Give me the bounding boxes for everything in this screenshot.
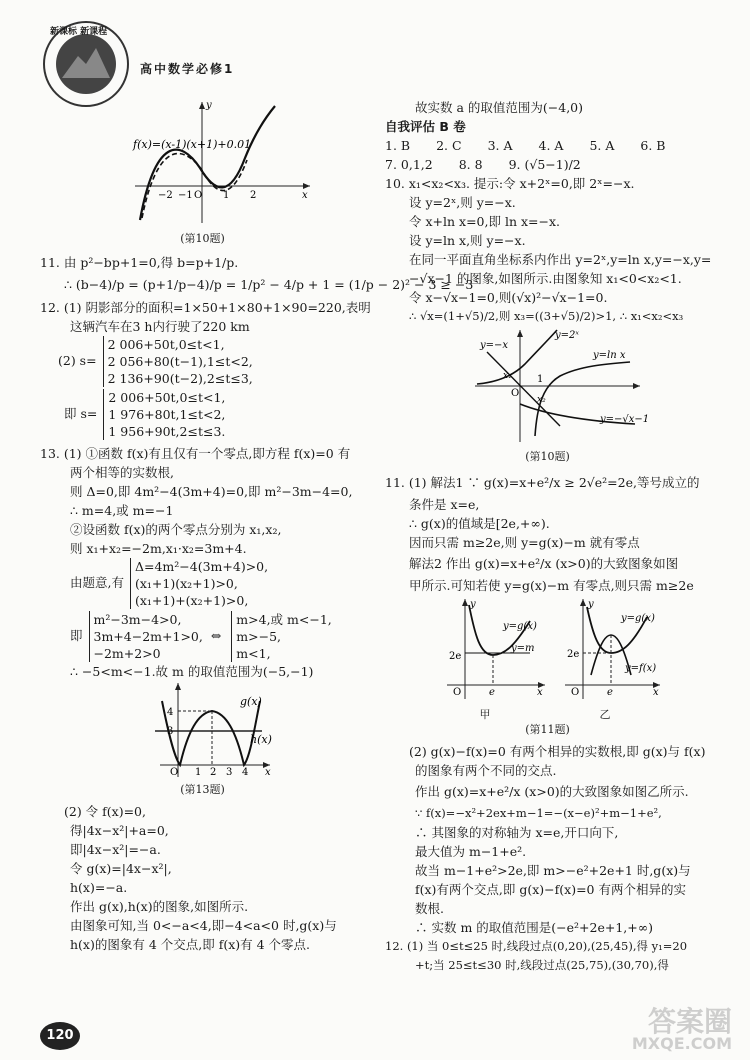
- answer-item: 6. B: [640, 138, 666, 153]
- fig10b-label: 1: [537, 374, 544, 385]
- svg-text:2: 2: [250, 190, 257, 201]
- q12-part2-brace-system: [103, 336, 253, 387]
- q13-brace-system-2: [89, 611, 203, 662]
- q12-part2-system: [40, 336, 365, 387]
- svg-text:O: O: [194, 190, 203, 201]
- q13-line: 两个相等的实数根,: [70, 465, 174, 480]
- answer-item: 7. 0,1,2: [385, 157, 433, 172]
- q11-part2-line: 最大值为 m−1+e².: [415, 844, 527, 859]
- fig10b-label: x₁: [503, 371, 512, 381]
- system-line: 2 136+90(t−2),2≤t≤3,: [107, 371, 253, 386]
- figure-11-graphs: [385, 595, 710, 703]
- svg-text:1: 1: [223, 190, 230, 201]
- q11-part2-line: (2) g(x)−f(x)=0 有两个相异的实数根,即 g(x)与 f(x): [409, 744, 706, 759]
- q13-line: 则 Δ=0,即 4m²−4(3m+4)=0,即 m²−3m−4=0,: [70, 484, 353, 499]
- q12-part2-prefix: (2) s=: [58, 353, 97, 368]
- fig11-label: e: [489, 687, 495, 698]
- svg-text:2: 2: [210, 767, 217, 778]
- system-line: 2 006+50t,0≤t<1,: [107, 337, 225, 352]
- fig11-label: y=m: [511, 643, 535, 654]
- figure-13-caption: (第13题): [180, 783, 225, 796]
- system-line: 3m+4−2m+1>0,: [93, 629, 203, 644]
- fig11-label: O: [571, 687, 580, 698]
- fig11-label: y=f(x): [625, 663, 657, 674]
- q13-line: ∴ m=4,或 m=−1: [70, 503, 174, 518]
- q10-line: 设 y=ln x,则 y=−x.: [409, 233, 526, 248]
- watermark-url: MXQE.COM: [631, 1034, 732, 1053]
- fig10b-label: O: [511, 388, 520, 399]
- system-line: 2 056+80(t−1),1≤t<2,: [107, 354, 253, 369]
- fig10b-label: x₂: [537, 395, 546, 405]
- q10-line: 设 y=2ˣ,则 y=−x.: [409, 195, 516, 210]
- figure-13-gx-label: g(x): [240, 695, 262, 708]
- q12-part1-line-b: 这辆汽车在3 h内行驶了220 km: [70, 319, 250, 334]
- q13-condition-system: [40, 558, 365, 609]
- answers-row-2: [385, 155, 710, 174]
- svg-text:−1: −1: [178, 190, 193, 201]
- q13-part2-line: (2) 令 f(x)=0,: [64, 804, 146, 819]
- answer-item: 1. B: [385, 138, 411, 153]
- logo-text: 新课标 新课程: [50, 27, 108, 37]
- q11-part2-line: 的图象有两个不同的交点.: [415, 763, 557, 778]
- answer-item: 3. A: [487, 138, 513, 153]
- svg-text:−2: −2: [158, 190, 173, 201]
- fig11-label: x: [653, 687, 659, 698]
- q10-line: 10. x₁<x₂<x₃. 提示:令 x+2ˣ=0,即 2ˣ=−x.: [385, 176, 635, 191]
- q12-part2b-system: [40, 389, 365, 440]
- svg-text:y: y: [206, 100, 212, 111]
- q12-right-line: 12. (1) 当 0≤t≤25 时,线段过点(0,20),(25,45),得 y₁=20: [385, 939, 688, 953]
- book-title: 高中数学必修1: [140, 62, 235, 76]
- q11-part2-line: 作出 g(x)=x+e²/x (x>0)的大致图象如图乙所示.: [415, 784, 689, 799]
- right-top-line: 故实数 a 的取值范围为(−4,0): [415, 100, 584, 115]
- q13-part2-line: 由图象可知,当 0<−a<4,即−4<a<0 时,g(x)与: [70, 918, 337, 933]
- svg-text:4: 4: [242, 767, 249, 778]
- system-line: 1 976+80t,1≤t<2,: [108, 407, 226, 422]
- fig10b-label: y=−√x−1: [600, 414, 650, 425]
- q13-part2-line: 令 g(x)=|4x−x²|,: [70, 861, 172, 876]
- q11-right-line: 解法2 作出 g(x)=x+e²/x (x>0)的大致图象如图: [409, 556, 679, 571]
- q10-line: 令 x−√x−1=0,则(√x)²−√x−1=0.: [409, 290, 608, 305]
- q11-right-line: 因而只需 m≥2e,则 y=g(x)−m 就有零点: [409, 535, 640, 550]
- figure-13-graph: [40, 681, 365, 779]
- q13-line: ②设函数 f(x)的两个零点分别为 x₁,x₂,: [70, 522, 282, 537]
- svg-text:3: 3: [226, 767, 233, 778]
- fig11-sub: 乙: [599, 708, 611, 721]
- system-line: Δ=4m²−4(3m+4)>0,: [134, 559, 269, 574]
- q11-right-line: 条件是 x=e,: [409, 497, 480, 512]
- fig11-label: e: [607, 687, 613, 698]
- fig11-label: y=g(x): [503, 621, 537, 632]
- q13-equivalent-system: [40, 611, 365, 662]
- q11-right-line: ∴ g(x)的值域是[2e,+∞).: [409, 516, 550, 531]
- q12-part2b-brace-system: [103, 389, 225, 440]
- section-title: 自我评估 B 卷: [385, 119, 466, 134]
- q11-part2-line: f(x)有两个交点,即 g(x)−f(x)=0 有两个相异的实: [415, 882, 686, 897]
- figure-10-graph: [40, 98, 365, 228]
- svg-text:x: x: [302, 190, 308, 201]
- page-number: 120: [40, 1022, 80, 1050]
- q13-line: 则 x₁+x₂=−2m,x₁·x₂=3m+4.: [70, 541, 247, 556]
- figure-11-caption: (第11题): [525, 723, 570, 736]
- q12-right-line: +t;当 25≤t≤30 时,线段过点(25,75),(30,70),得: [415, 958, 669, 972]
- publisher-logo: [40, 18, 132, 110]
- figure-10-function-label: f(x)=(x-1)(x+1)+0.01: [133, 138, 252, 151]
- system-line: m>4,或 m<−1,: [236, 612, 332, 627]
- q12-part2b-prefix: 即 s=: [64, 406, 98, 421]
- fig11-label: y=g(x): [621, 613, 655, 624]
- system-line: m>−5,: [236, 629, 282, 644]
- fig11-label: O: [453, 687, 462, 698]
- q13-part2-line: h(x)的图象有 4 个交点,即 f(x)有 4 个零点.: [70, 937, 311, 952]
- q11-part2-line: 故当 m−1+e²>2e,即 m>−e²+2e+1 时,g(x)与: [415, 863, 691, 878]
- q11-part2-line: ∴ 实数 m 的取值范围是(−e²+2e+1,+∞): [415, 920, 654, 935]
- q12-part1-line-a: 12. (1) 阴影部分的面积=1×50+1×80+1×90=220,表明: [40, 300, 371, 315]
- system-line: m²−3m−4>0,: [93, 612, 182, 627]
- figure-10b-caption: (第10题): [525, 450, 570, 463]
- answer-item: 4. A: [538, 138, 564, 153]
- watermark-logo: 答案圈: [647, 1005, 732, 1038]
- svg-text:3: 3: [167, 726, 174, 737]
- q13-ji: 即: [70, 628, 83, 643]
- system-line: (x₁+1)(x₂+1)>0,: [134, 576, 238, 591]
- fig10b-label: y=2ˣ: [555, 330, 579, 341]
- fig11-label: y: [588, 599, 594, 610]
- implies-symbol: ⇔: [210, 628, 222, 643]
- q13-condition-prefix: 由题意,有: [70, 575, 124, 590]
- q11-right-line: 甲所示.可知若使 y=g(x)−m 有零点,则只需 m≥2e: [409, 578, 694, 593]
- q11-line-2: ∴ (b−4)/p = (p+1/p−4)/p = 1/p² − 4/p + 1 = (1/p − 2)² − 3 ≥ −3: [64, 277, 474, 292]
- system-line: 2 006+50t,0≤t<1,: [108, 390, 226, 405]
- q11-line-1: 11. 由 p²−bp+1=0,得 b=p+1/p.: [40, 255, 239, 270]
- q13-part2-line: 即|4x−x²|=−a.: [70, 842, 161, 857]
- answer-item: 8. 8: [458, 157, 483, 172]
- fig11-label: x: [537, 687, 543, 698]
- figure-11-sublabels: [425, 706, 665, 722]
- svg-text:4: 4: [167, 707, 174, 718]
- svg-text:O: O: [170, 767, 179, 778]
- answer-item: 5. A: [589, 138, 615, 153]
- system-line: (x₁+1)+(x₂+1)>0,: [134, 593, 249, 608]
- q10-line: ∴ √x=(1+√5)/2,则 x₃=((3+√5)/2)>1, ∴ x₁<x₂<x₃: [409, 309, 684, 323]
- figure-10-caption: (第10题): [180, 232, 225, 245]
- q11-part2-line: 数根.: [415, 901, 444, 916]
- fig10b-label: y=−x: [480, 340, 509, 351]
- fig11-label: y: [470, 599, 476, 610]
- svg-text:1: 1: [195, 767, 202, 778]
- q11-right-line: 11. (1) 解法1 ∵ g(x)=x+e²/x ≥ 2√e²=2e,等号成立的: [385, 475, 700, 490]
- q11-part2-line: ∵ f(x)=−x²+2ex+m−1=−(x−e)²+m−1+e²,: [415, 806, 662, 820]
- system-line: m<1,: [236, 646, 271, 661]
- answers-row-1: [385, 136, 710, 155]
- right-column: [385, 98, 710, 975]
- figure-10b-graph: [385, 326, 710, 446]
- fig11-sub: 甲: [479, 708, 491, 721]
- q13-part2-line: 得|4x−x²|+a=0,: [70, 823, 169, 838]
- fig11-label: 2e: [449, 651, 462, 662]
- q13-part2-line: h(x)=−a.: [70, 880, 128, 895]
- answer-item: 2. C: [436, 138, 462, 153]
- q10-line: 令 x+ln x=0,即 ln x=−x.: [409, 214, 560, 229]
- figure-13-hx-label: h(x): [250, 733, 272, 746]
- fig11-label: 2e: [567, 649, 580, 660]
- q13-conclusion: ∴ −5<m<−1.故 m 的取值范围为(−5,−1): [70, 664, 314, 679]
- q10-line: −√x−1 的图象,如图所示.由图象知 x₁<0<x₂<1.: [409, 271, 682, 286]
- q13-brace-system-3: [231, 611, 331, 662]
- answer-item: 9. (√5−1)/2: [508, 157, 581, 172]
- q13-part2-line: 作出 g(x),h(x)的图象,如图所示.: [70, 899, 249, 914]
- q13-brace-system-1: [130, 558, 268, 609]
- q13-line: 13. (1) ①函数 f(x)有且仅有一个零点,即方程 f(x)=0 有: [40, 446, 351, 461]
- svg-text:x: x: [265, 767, 271, 778]
- q11-part2-line: ∴ 其图象的对称轴为 x=e,开口向下,: [415, 825, 619, 840]
- fig10b-label: y=ln x: [593, 350, 626, 361]
- system-line: 1 956+90t,2≤t≤3.: [108, 424, 226, 439]
- q10-line: 在同一平面直角坐标系内作出 y=2ˣ,y=ln x,y=−x,y=: [409, 252, 712, 267]
- system-line: −2m+2>0: [93, 646, 161, 661]
